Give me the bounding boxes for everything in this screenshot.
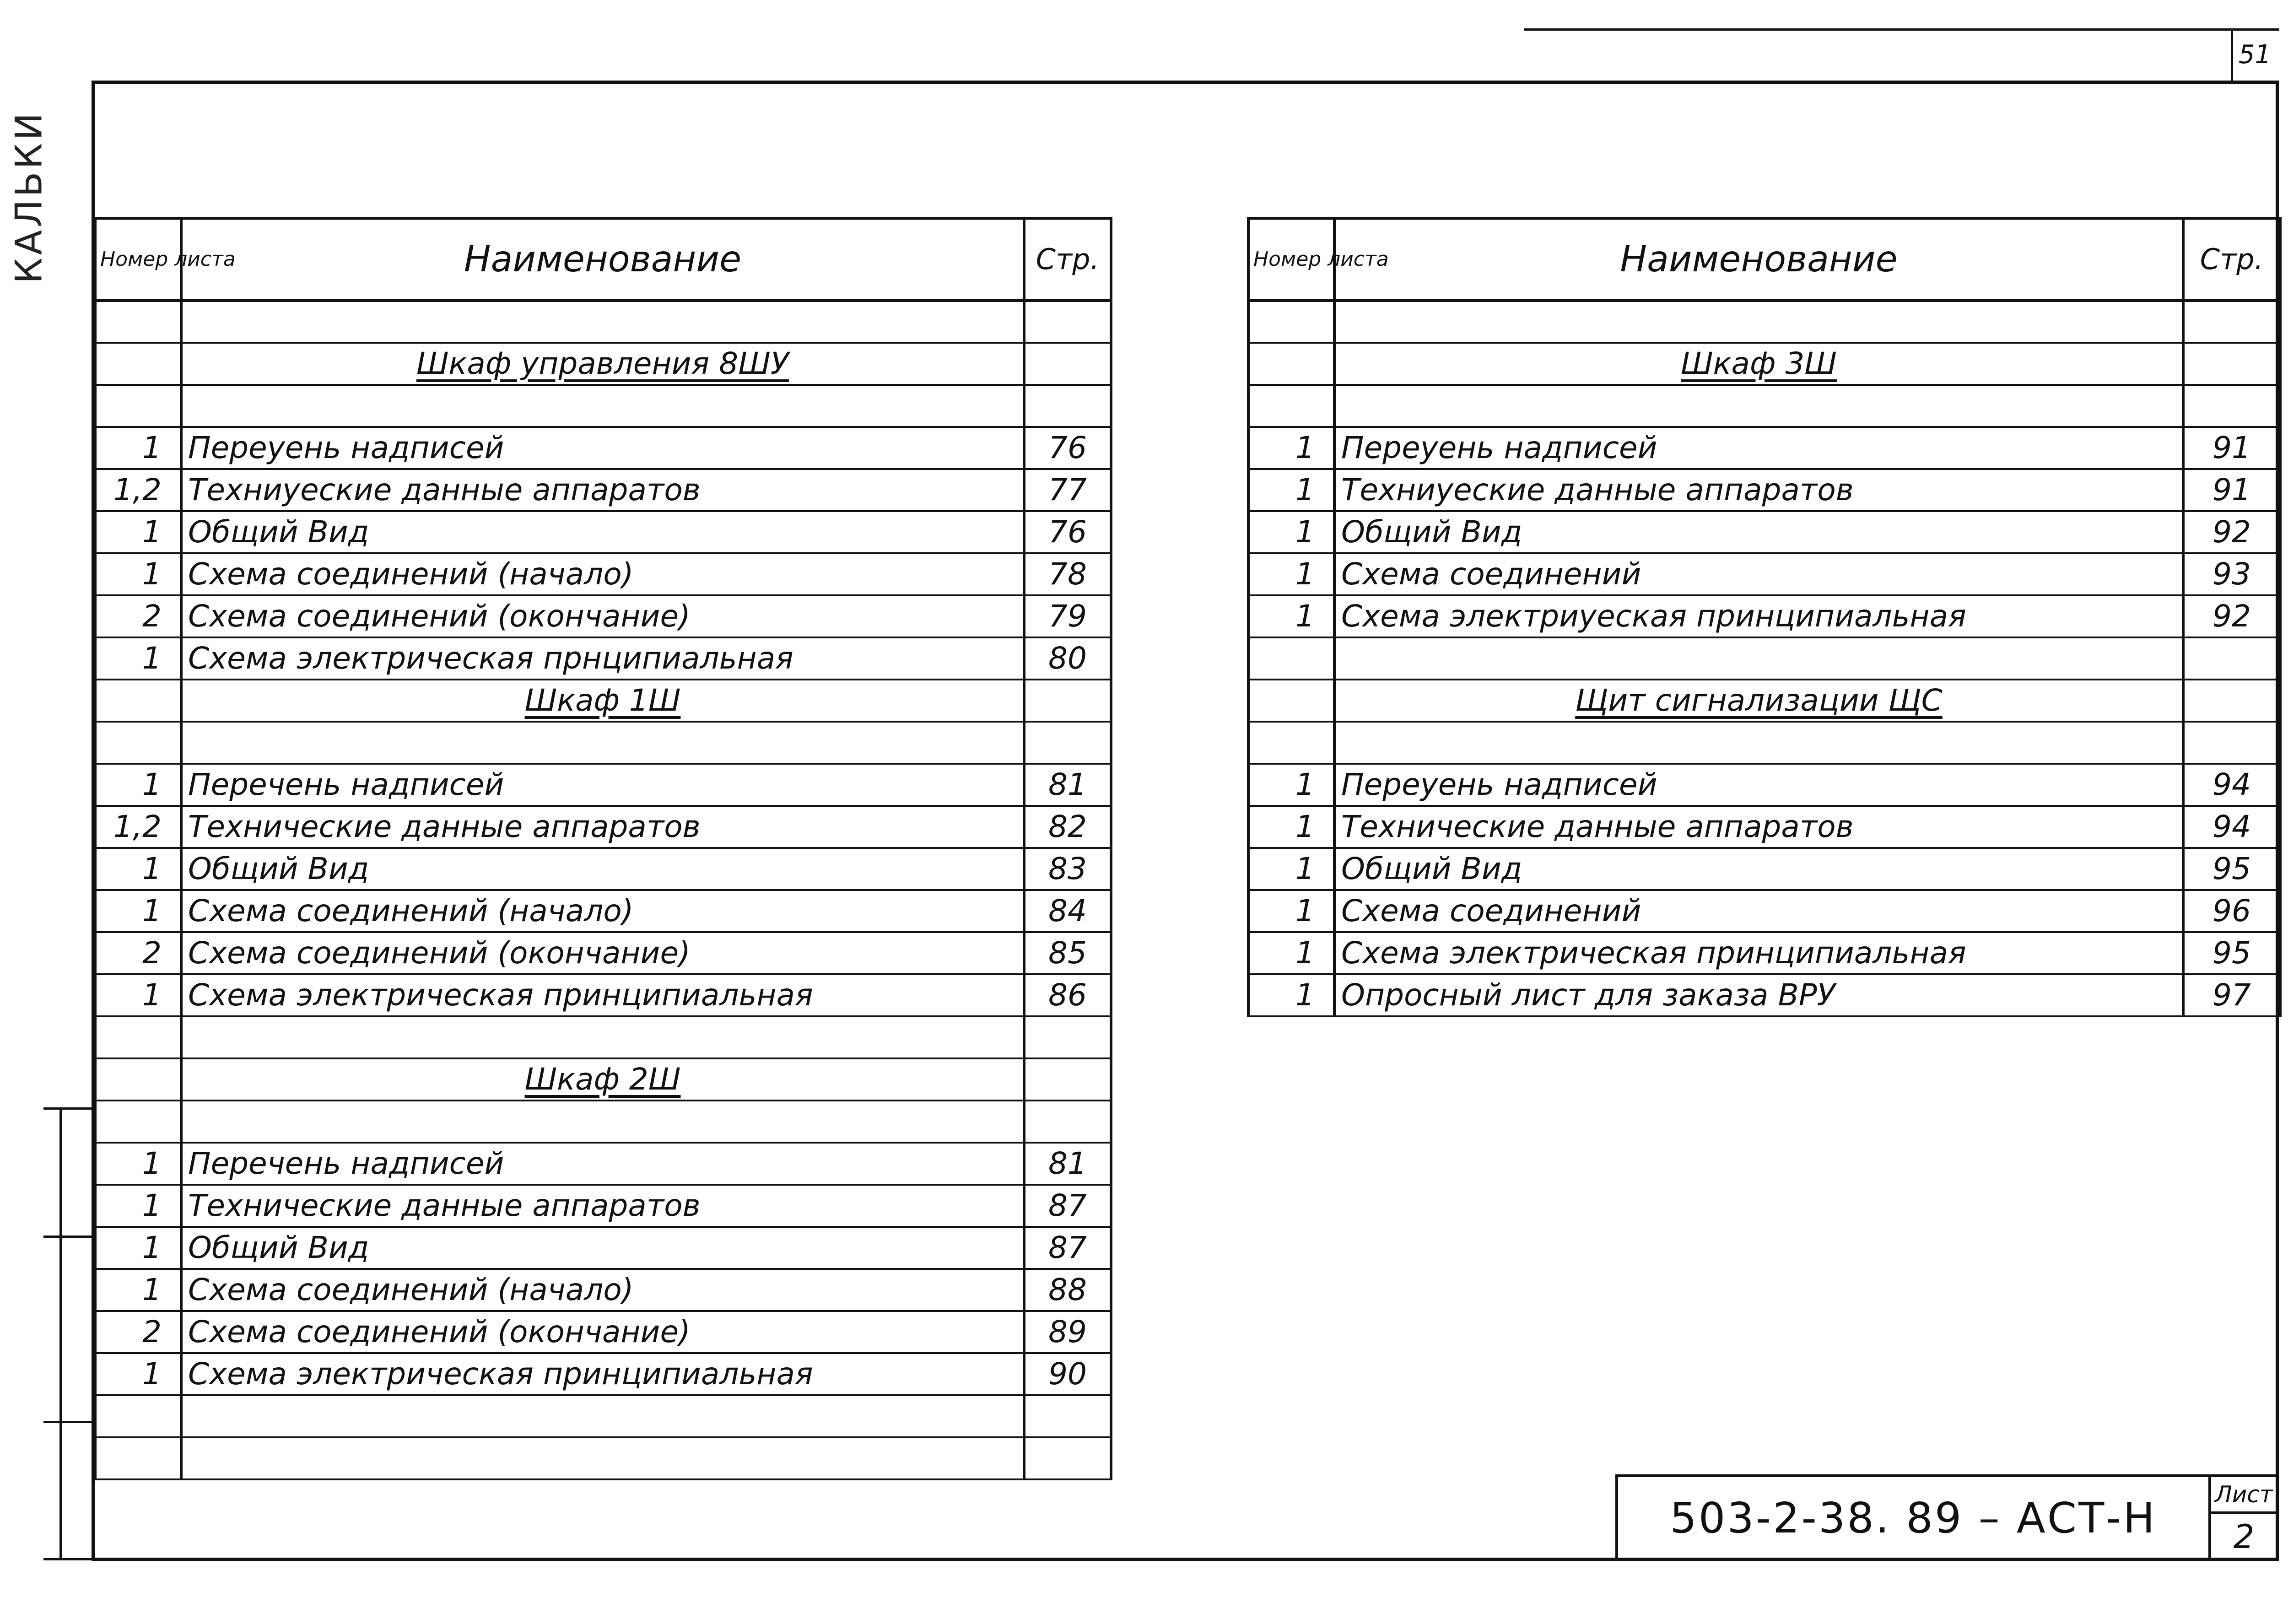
left-binding-tick: [43, 1107, 94, 1110]
item-name-cell: [181, 1395, 1024, 1437]
item-name-cell: [181, 1101, 1024, 1143]
item-name-cell: Схема соединений (окончание): [181, 1311, 1024, 1353]
table-row: [1248, 974, 2280, 1016]
page-cell: [2183, 301, 2280, 343]
table-row: [95, 595, 1111, 637]
item-name-cell: Переуень надписей: [1334, 427, 2183, 469]
sheet-number-cell: 2: [95, 1311, 181, 1353]
header-sheet-number: Номер листа: [1248, 218, 1334, 301]
sheet-number-cell: [95, 343, 181, 385]
item-name-cell: [1334, 301, 2183, 343]
table-header-row: [1248, 218, 2280, 301]
page-cell: 80: [1024, 637, 1111, 680]
left-index-table: [94, 217, 1112, 1480]
table-row: [95, 469, 1111, 511]
item-name-cell: Общий Вид: [181, 511, 1024, 553]
page-cell: [1024, 343, 1111, 385]
section-title-cell: [181, 1058, 1024, 1101]
top-border-line: [1524, 28, 2279, 31]
item-name-cell: Схема электриуеская принципиальная: [1334, 595, 2183, 637]
sheet-number-cell: 1: [1248, 806, 1334, 848]
item-name-cell: Перечень надписей: [181, 1143, 1024, 1185]
sheet-number-cell: [1248, 343, 1334, 385]
item-name-cell: Схема соединений (начало): [181, 1269, 1024, 1311]
sheet-number-cell: 1: [95, 553, 181, 595]
sheet-number-cell: [95, 385, 181, 427]
sheet-number-cell: 1: [95, 511, 181, 553]
item-name-cell: [181, 1437, 1024, 1479]
item-name-cell: Общий Вид: [1334, 511, 2183, 553]
page-cell: [1024, 1101, 1111, 1143]
section-row: [1248, 343, 2280, 385]
table-row: [95, 301, 1111, 343]
sheet-number-cell: [95, 1101, 181, 1143]
page-cell: 84: [1024, 890, 1111, 932]
page-cell: [1024, 722, 1111, 764]
sheet-number-cell: [95, 1016, 181, 1058]
table-row: [95, 932, 1111, 974]
section-title: Шкаф управления 8ШУ: [416, 346, 789, 381]
page-cell: 86: [1024, 974, 1111, 1016]
item-name-cell: Технические данные аппаратов: [181, 1185, 1024, 1227]
page-cell: 94: [2183, 806, 2280, 848]
page-cell: 78: [1024, 553, 1111, 595]
page-cell: 87: [1024, 1185, 1111, 1227]
sheet-number-cell: [95, 680, 181, 722]
table-row: [1248, 469, 2280, 511]
section-title-cell: [181, 343, 1024, 385]
section-title-cell: [181, 680, 1024, 722]
sheet-number-cell: 1: [1248, 511, 1334, 553]
table-row: [1248, 427, 2280, 469]
page-cell: [1024, 301, 1111, 343]
sheet-number-cell: 2: [95, 932, 181, 974]
item-name-cell: [181, 301, 1024, 343]
sheet-number-cell: [1248, 301, 1334, 343]
item-name-cell: Переуень надписей: [181, 427, 1024, 469]
table-row: [1248, 806, 2280, 848]
item-name-cell: Схема соединений (окончание): [181, 595, 1024, 637]
table-row: [1248, 511, 2280, 553]
sheet-number-cell: [1248, 722, 1334, 764]
sheet-number-cell: 1: [1248, 595, 1334, 637]
page-cell: 85: [1024, 932, 1111, 974]
sheet-number-cell: [1248, 385, 1334, 427]
item-name-cell: Схема соединений: [1334, 553, 2183, 595]
sheet-number-cell: [95, 1058, 181, 1101]
page-cell: 76: [1024, 427, 1111, 469]
item-name-cell: Техниуеские данные аппаратов: [1334, 469, 2183, 511]
section-row: [1248, 680, 2280, 722]
sheet-number-cell: 1: [95, 974, 181, 1016]
sheet-number-cell: 1: [95, 890, 181, 932]
page-cell: [2183, 722, 2280, 764]
item-name-cell: Опросный лист для заказа ВРУ: [1334, 974, 2183, 1016]
page-cell: 95: [2183, 932, 2280, 974]
page-cell: 92: [2183, 511, 2280, 553]
table-row: [1248, 385, 2280, 427]
sheet-number-cell: [1248, 680, 1334, 722]
sheet-number-cell: 1: [95, 1269, 181, 1311]
item-name-cell: Общий Вид: [181, 848, 1024, 890]
table-row: [95, 1395, 1111, 1437]
sheet-number: 2: [2233, 1517, 2255, 1556]
page-cell: [1024, 1395, 1111, 1437]
title-block: [1615, 1474, 2277, 1559]
sheet-number-cell: 1: [95, 848, 181, 890]
table-row: [95, 1185, 1111, 1227]
table-row: [95, 848, 1111, 890]
table-row: [95, 1311, 1111, 1353]
sheet-number-cell: 1: [95, 1227, 181, 1269]
sheet-number-cell: [95, 1437, 181, 1479]
item-name-cell: Переуень надписей: [1334, 764, 2183, 806]
sheet-number-cell: 1: [95, 1353, 181, 1395]
header-sheet-number: Номер листа: [95, 218, 181, 301]
item-name-cell: Техниуеские данные аппаратов: [181, 469, 1024, 511]
page-cell: 97: [2183, 974, 2280, 1016]
bottom-border-line: [43, 1558, 98, 1560]
table-row: [95, 427, 1111, 469]
table-row: [95, 385, 1111, 427]
section-title: Щит сигнализации ЩС: [1575, 683, 1943, 718]
table-row: [1248, 722, 2280, 764]
table-row: [95, 722, 1111, 764]
left-binding-tick: [43, 1421, 94, 1423]
page-cell: [2183, 343, 2280, 385]
table-row: [1248, 848, 2280, 890]
table-row: [95, 1143, 1111, 1185]
section-title: Шкаф 3Ш: [1681, 346, 1837, 381]
page-cell: [1024, 1437, 1111, 1479]
page-cell: [1024, 680, 1111, 722]
left-binding-tick: [43, 1236, 94, 1238]
table-row: [1248, 553, 2280, 595]
page-cell: [1024, 1058, 1111, 1101]
table-row: [95, 1227, 1111, 1269]
table-row: [1248, 595, 2280, 637]
sheet-number-cell: 1: [95, 1143, 181, 1185]
page-cell: [1024, 385, 1111, 427]
item-name-cell: Схема соединений (начало): [181, 890, 1024, 932]
table-row: [1248, 301, 2280, 343]
table-row: [95, 1353, 1111, 1395]
table-row: [1248, 890, 2280, 932]
page-cell: 76: [1024, 511, 1111, 553]
item-name-cell: Схема электрическая принципиальная: [1334, 932, 2183, 974]
page-cell: [2183, 637, 2280, 680]
table-row: [95, 1269, 1111, 1311]
table-row: [95, 1016, 1111, 1058]
sheet-number-cell: 1: [1248, 848, 1334, 890]
section-row: [95, 680, 1111, 722]
left-binding-line: [59, 1107, 62, 1560]
sheet-number-cell: 1: [1248, 553, 1334, 595]
table-row: [95, 553, 1111, 595]
table-row: [95, 1437, 1111, 1479]
sheet-number-cell: 1,2: [95, 469, 181, 511]
item-name-cell: Технические данные аппаратов: [1334, 806, 2183, 848]
sheet-number-cell: [95, 722, 181, 764]
item-name-cell: Схема электрическая прнципиальная: [181, 637, 1024, 680]
page-cell: [2183, 385, 2280, 427]
item-name-cell: [181, 722, 1024, 764]
page-cell: 94: [2183, 764, 2280, 806]
sheet-number-cell: 1,2: [95, 806, 181, 848]
item-name-cell: [181, 1016, 1024, 1058]
table-row: [1248, 932, 2280, 974]
table-header-row: [95, 218, 1111, 301]
table-row: [1248, 764, 2280, 806]
item-name-cell: Общий Вид: [181, 1227, 1024, 1269]
table-row: [95, 974, 1111, 1016]
side-stamp-text: КАЛЬКИ: [7, 110, 50, 284]
sheet-number-cell: [95, 1395, 181, 1437]
page-cell: 96: [2183, 890, 2280, 932]
section-row: [95, 343, 1111, 385]
item-name-cell: Схема соединений (начало): [181, 553, 1024, 595]
corner-sheet-number: 51: [2231, 28, 2277, 83]
page-cell: 89: [1024, 1311, 1111, 1353]
table-row: [95, 890, 1111, 932]
page-cell: 92: [2183, 595, 2280, 637]
sheet-label: Лист: [2211, 1477, 2277, 1514]
section-title-cell: [1334, 343, 2183, 385]
sheet-number-cell: 1: [95, 764, 181, 806]
section-row: [95, 1058, 1111, 1101]
sheet-number-cell: [95, 301, 181, 343]
document-code: 503-2-38. 89 – АСТ-Н: [1670, 1494, 2157, 1543]
sheet-number-cell: 1: [1248, 764, 1334, 806]
sheet-number-cell: 1: [1248, 932, 1334, 974]
header-page: Стр.: [1024, 218, 1111, 301]
page-cell: 82: [1024, 806, 1111, 848]
sheet-number-cell: 1: [1248, 427, 1334, 469]
section-title: Шкаф 2Ш: [524, 1062, 681, 1097]
page-cell: 81: [1024, 764, 1111, 806]
item-name-cell: Схема соединений (окончание): [181, 932, 1024, 974]
sheet-number-cell: 1: [95, 637, 181, 680]
header-name: Наименование: [181, 218, 1024, 301]
table-row: [95, 511, 1111, 553]
item-name-cell: Схема электрическая принципиальная: [181, 974, 1024, 1016]
item-name-cell: Схема электрическая принципиальная: [181, 1353, 1024, 1395]
sheet-number-cell: 1: [95, 1185, 181, 1227]
page-cell: 87: [1024, 1227, 1111, 1269]
header-page: Стр.: [2183, 218, 2280, 301]
item-name-cell: Схема соединений: [1334, 890, 2183, 932]
page-cell: 95: [2183, 848, 2280, 890]
sheet-number-cell: 1: [1248, 469, 1334, 511]
sheet-cell: [2208, 1477, 2277, 1559]
table-row: [95, 764, 1111, 806]
page-cell: 90: [1024, 1353, 1111, 1395]
page-cell: 81: [1024, 1143, 1111, 1185]
item-name-cell: [1334, 385, 2183, 427]
page-cell: [2183, 680, 2280, 722]
page-cell: 79: [1024, 595, 1111, 637]
page-cell: 77: [1024, 469, 1111, 511]
table-row: [95, 1101, 1111, 1143]
right-index-table: [1247, 217, 2282, 1017]
page-cell: [1024, 1016, 1111, 1058]
table-row: [95, 806, 1111, 848]
sheet-number-cell: 1: [95, 427, 181, 469]
section-title: Шкаф 1Ш: [524, 683, 681, 718]
page-cell: 93: [2183, 553, 2280, 595]
sheet-number-cell: 1: [1248, 890, 1334, 932]
section-title-cell: [1334, 680, 2183, 722]
header-name: Наименование: [1334, 218, 2183, 301]
item-name-cell: [181, 385, 1024, 427]
item-name-cell: [1334, 722, 2183, 764]
page-cell: 91: [2183, 427, 2280, 469]
sheet-number-cell: 2: [95, 595, 181, 637]
sheet-number-cell: [1248, 637, 1334, 680]
table-row: [1248, 637, 2280, 680]
item-name-cell: Общий Вид: [1334, 848, 2183, 890]
page-cell: 83: [1024, 848, 1111, 890]
item-name-cell: Перечень надписей: [181, 764, 1024, 806]
page-cell: 88: [1024, 1269, 1111, 1311]
item-name-cell: [1334, 637, 2183, 680]
item-name-cell: Технические данные аппаратов: [181, 806, 1024, 848]
page-cell: 91: [2183, 469, 2280, 511]
table-row: [95, 637, 1111, 680]
sheet-number-cell: 1: [1248, 974, 1334, 1016]
